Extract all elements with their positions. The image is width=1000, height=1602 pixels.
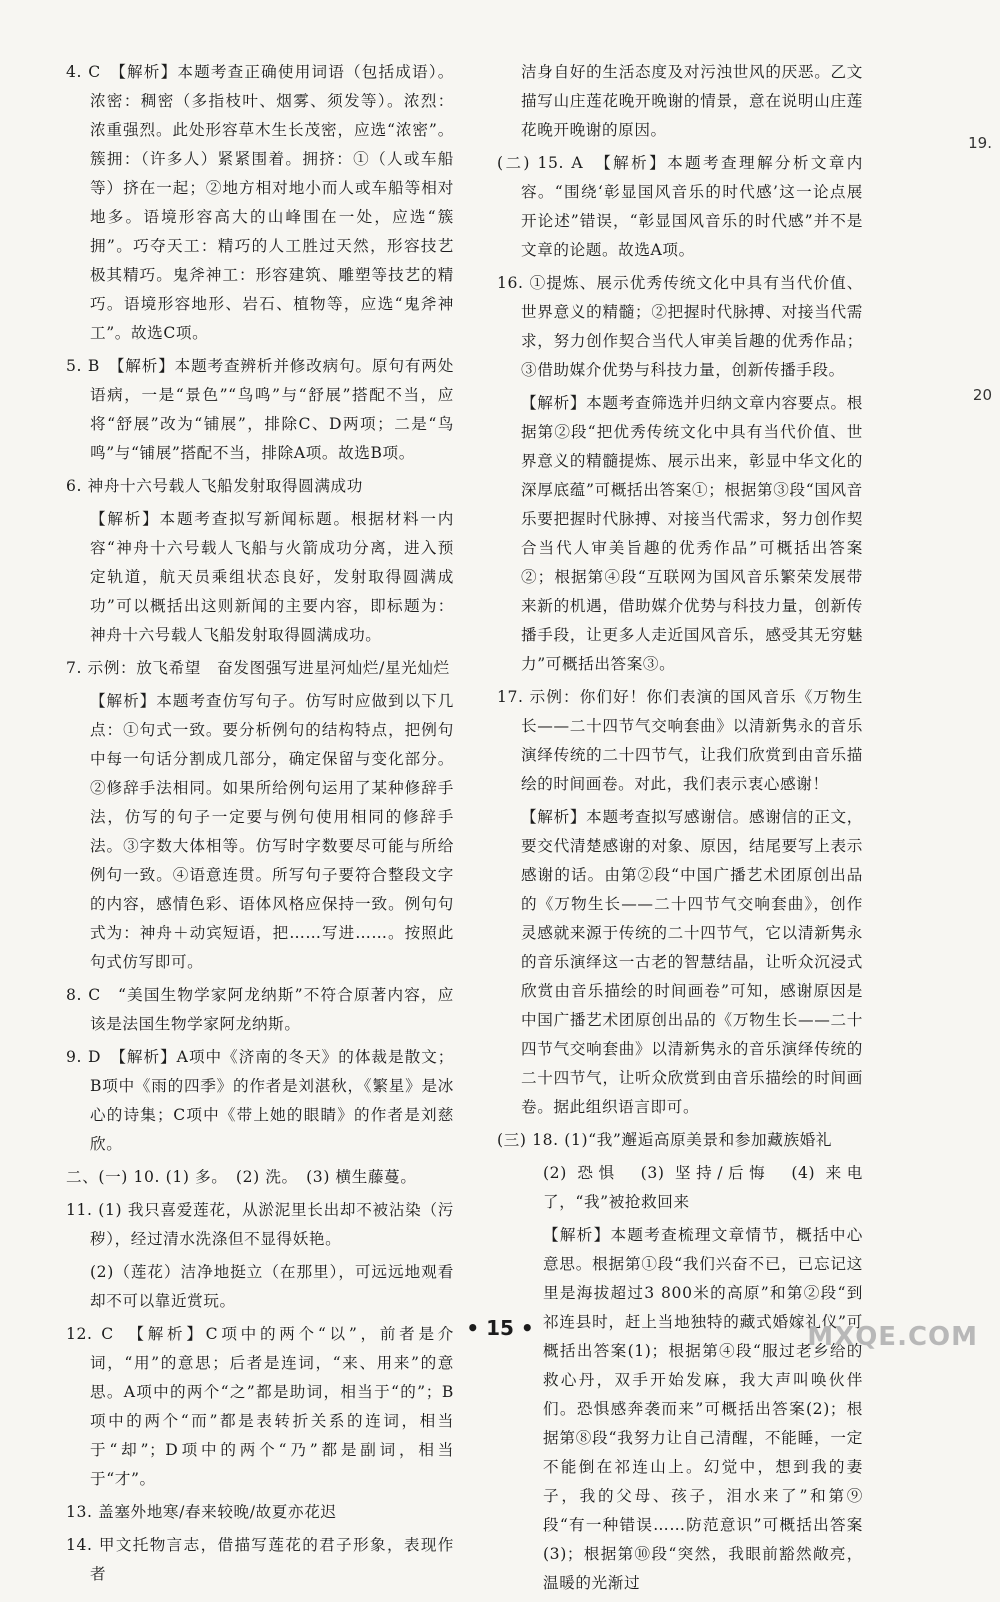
- answer-q18: (三) 18. (1)“我”邂逅高原美景和参加藏族婚礼: [497, 1131, 833, 1149]
- watermark-logo: MXQE.COM: [807, 1322, 978, 1352]
- answer-q11b: (2)（莲花）洁净地挺立（在那里），可远远地观看却不可以靠近赏玩。: [90, 1263, 454, 1310]
- answer-q17: 17. 示例：你们好！你们表演的国风音乐《万物生长——二十四节气交响套曲》以清新隽永的音乐演绎传统的二十四节气，让我们欣赏到由音乐描绘的时间画卷。对此，我们表示衷心感谢！: [497, 688, 863, 793]
- page-number: • 15 •: [466, 1316, 534, 1340]
- answer-q7: 7. 示例：放飞希望 奋发图强写进星河灿烂/星光灿烂: [66, 659, 450, 677]
- answer-q13: 13. 盖塞外地寒/春来较晚/故夏亦花迟: [66, 1503, 337, 1521]
- answer-q6: 6. 神舟十六号载人飞船发射取得圆满成功: [66, 477, 363, 495]
- answer-q8: 8. C “美国生物学家阿龙纳斯”不符合原著内容，应该是法国生物学家阿龙纳斯。: [66, 986, 454, 1033]
- answer-q12: 12. C 【解析】C项中的两个“以”，前者是介词，“用”的意思；后者是连词，“来、用来”的意思。A项中的两个“之”都是助词，相当于“的”；B项中的两个“而”都是表转折关系的连词，相当于“却”；D项中的两个“乃”都是副词，相当于“才”。: [66, 1325, 454, 1488]
- answer-q14c: 洁身自好的生活态度及对污浊世风的厌恶。乙文描写山庄莲花晚开晚谢的情景，意在说明山庄莲花晚开晚谢的原因。: [521, 63, 863, 139]
- answer-q5: 5. B 【解析】本题考查辨析并修改病句。原句有两处语病，一是“景色”“鸟鸣”与“舒展”搭配不当，应将“舒展”改为“铺展”，排除C、D两项；二是“鸟鸣”与“铺展”搭配不当，排除A项。故选B项。: [66, 357, 454, 462]
- answer-q18b: (2) 恐惧 (3) 坚持/后悔 (4) 来电了，“我”被抢救回来: [543, 1164, 863, 1211]
- answer-q4: 4. C 【解析】本题考查正确使用词语（包括成语）。浓密：稠密（多指枝叶、烟雾、须发等）。浓烈：浓重强烈。此处形容草木生长茂密，应选“浓密”。簇拥：（许多人）紧紧围着。拥挤：①（人或车船等）挤在一起；②地方相对地小而人或车船等相对地多。语境形容高大的山峰围在一处，应选“簇拥”。巧夺天工：精巧的人工胜过天然，形容技艺极其精巧。鬼斧神工：形容建筑、雕塑等技艺的精巧。语境形容地形、岩石、植物等，应选“鬼斧神工”。故选C项。: [66, 63, 454, 342]
- answer-q10: 二、(一) 10. (1) 多。 (2) 洗。 (3) 横生藤蔓。: [66, 1168, 417, 1186]
- answer-q11: 11. (1) 我只喜爱莲花，从淤泥里长出却不被沾染（污秽），经过清水洗涤但不显得妖艳。: [66, 1201, 454, 1248]
- answer-q15: (二) 15. A 【解析】本题考查理解分析文章内容。“围绕‘彰显国风音乐的时代感’这一论点展开论述”错误，“彰显国风音乐的时代感”并不是文章的论题。故选A项。: [497, 154, 863, 259]
- answer-q17a: 【解析】本题考查拟写感谢信。感谢信的正文，要交代清楚感谢的对象、原因，结尾要写上表示感谢的话。由第②段“中国广播艺术团原创出品的《万物生长——二十四节气交响套曲》，创作灵感就来源于传统的二十四节气，它以清新隽永的音乐演绎这一古老的智慧结晶，让听众沉浸式欣赏由音乐描绘的时间画卷”可知，感谢原因是中国广播艺术团原创出品的《万物生长——二十四节气交响套曲》以清新隽永的音乐演绎传统的二十四节气，让听众欣赏到由音乐描绘的时间画卷。据此组织语言即可。: [521, 808, 863, 1116]
- answer-q9: 9. D 【解析】A项中《济南的冬天》的体裁是散文；B项中《雨的四季》的作者是刘湛秋，《繁星》是冰心的诗集；C项中《带上她的眼睛》的作者是刘慈欣。: [66, 1048, 454, 1153]
- answer-q14: 14. 甲文托物言志，借描写莲花的君子形象，表现作者: [66, 1536, 454, 1583]
- answer-q16a: 【解析】本题考查筛选并归纳文章内容要点。根据第②段“把优秀传统文化中具有当代价值、世界意义的精髓提炼、展示出来，彰显中华文化的深厚底蕴”可概括出答案①；根据第③段“国风音乐要把握时代脉搏、对接当代需求，努力创作契合当代人审美旨趣的优秀作品”可概括出答案②；根据第④段“互联网为国风音乐繁荣发展带来新的机遇，借助媒介优势与科技力量，创新传播手段，让更多人走近国风音乐，感受其无穷魅力”可概括出答案③。: [521, 394, 863, 673]
- right-column: [497, 58, 863, 1602]
- answer-q18a: 【解析】本题考查梳理文章情节，概括中心意思。根据第①段“我们兴奋不已，已忘记这里是海拔超过3 800米的高原”和第②段“到祁连县时，赶上当地独特的藏式婚嫁礼仪”可概括出答案(1)；根据第④段“服过老乡给的救心丹，双手开始发麻，我大声叫唤伙伴们。恐惧感奔袭而来”可概括出答案(2)；根据第⑧段“我努力让自己清醒，不能睡，一定不能倒在祁连山上。幻觉中，想到我的妻子，我的父母、孩子，泪水来了”和第⑨段“有一种错误……防范意识”可概括出答案(3)；根据第⑩段“突然，我眼前豁然敞亮，温暖的光渐过: [543, 1226, 863, 1592]
- edge-mark-20: 20: [972, 386, 992, 404]
- answer-q7a: 【解析】本题考查仿写句子。仿写时应做到以下几点：①句式一致。要分析例句的结构特点，把例句中每一句话分割成几部分，确定保留与变化部分。②修辞手法相同。如果所给例句运用了某种修辞手法，仿写的句子一定要与例句使用相同的修辞手法。③字数大体相等。仿写时字数要尽可能与所给例句一致。④语意连贯。所写句子要符合整段文字的内容，感情色彩、语体风格应保持一致。例句句式为：神舟＋动宾短语，把……写进……。按照此句式仿写即可。: [90, 692, 454, 971]
- answer-q6a: 【解析】本题考查拟写新闻标题。根据材料一内容“神舟十六号载人飞船与火箭成功分离，进入预定轨道，航天员乘组状态良好，发射取得圆满成功”可以概括出这则新闻的主要内容，即标题为：神舟十六号载人飞船发射取得圆满成功。: [90, 510, 454, 644]
- left-column: [66, 58, 454, 1593]
- edge-mark-19: 19.: [968, 134, 992, 152]
- answer-q16: 16. ①提炼、展示优秀传统文化中具有当代价值、世界意义的精髓；②把握时代脉搏、对接当代需求，努力创作契合当代人审美旨趣的优秀作品；③借助媒介优势与科技力量，创新传播手段。: [497, 274, 863, 379]
